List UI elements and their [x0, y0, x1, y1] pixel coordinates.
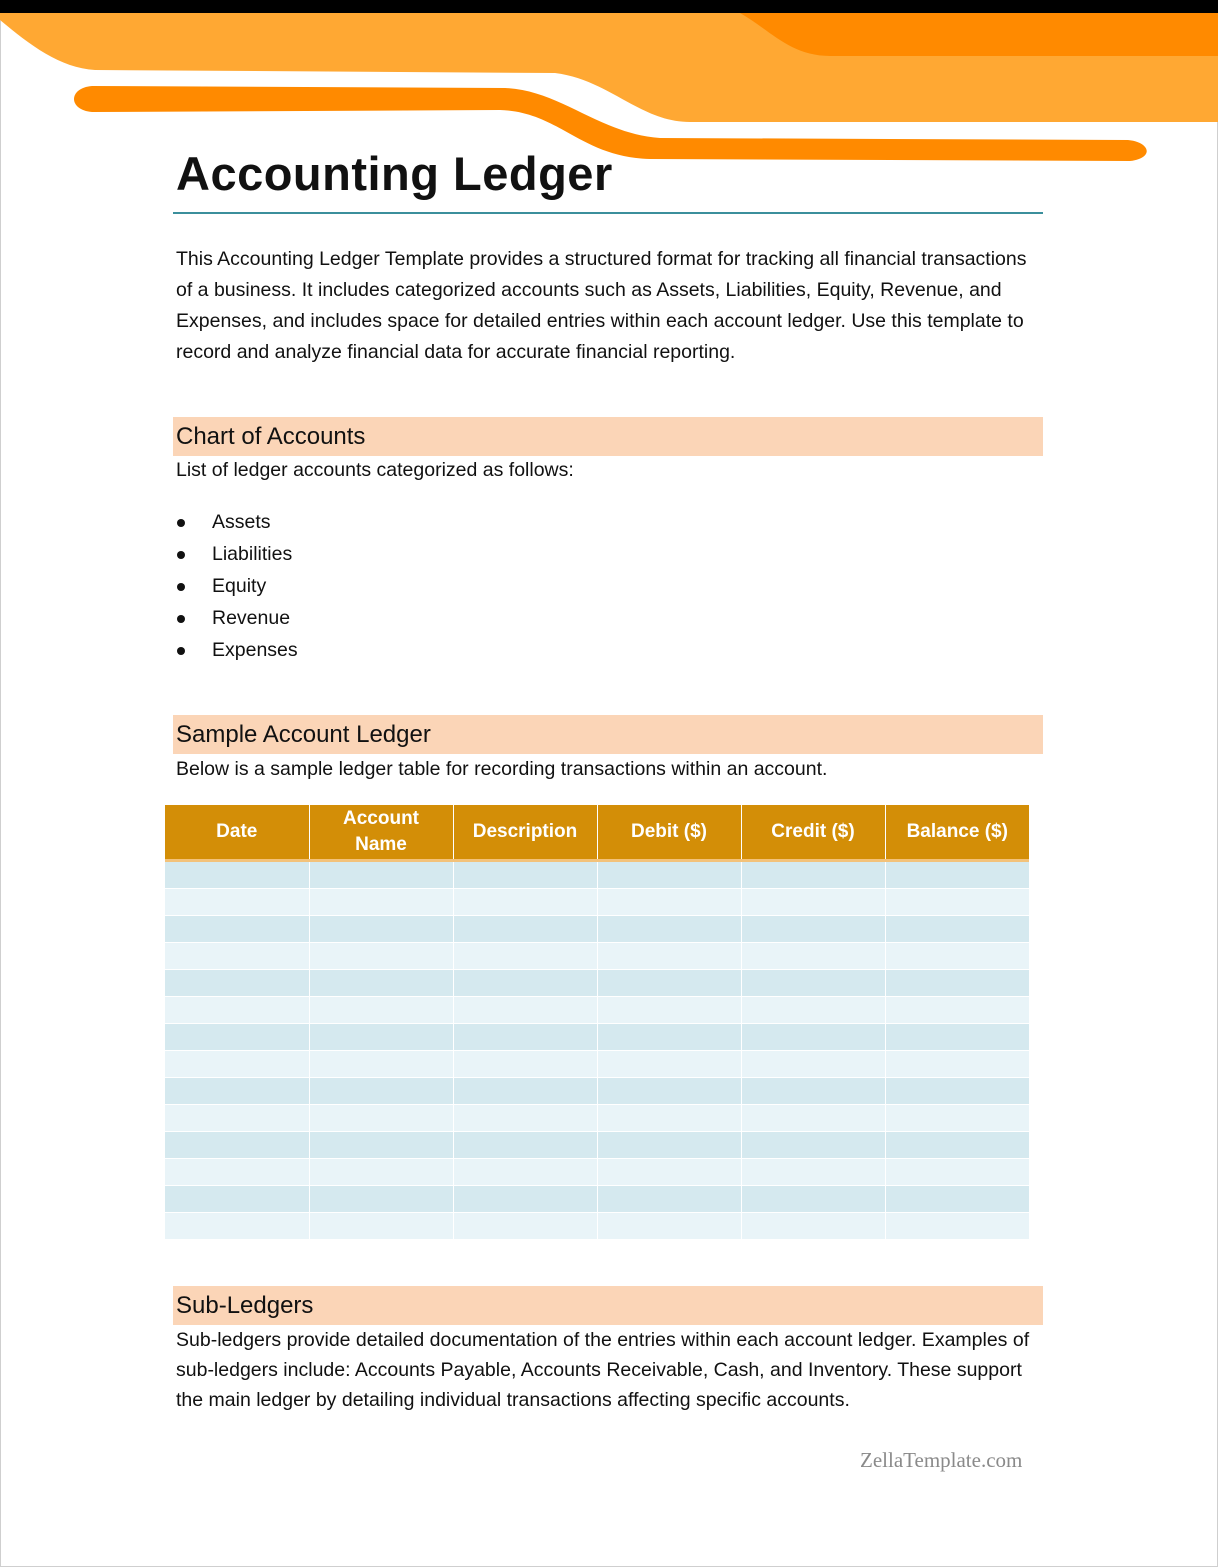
ledger-table — [165, 805, 1029, 1240]
table-row — [165, 1132, 1029, 1159]
table-cell[interactable] — [597, 861, 741, 889]
table-cell[interactable] — [885, 997, 1029, 1024]
table-cell[interactable] — [741, 861, 885, 889]
table-cell[interactable] — [165, 889, 309, 916]
table-cell[interactable] — [165, 1105, 309, 1132]
table-cell[interactable] — [597, 1078, 741, 1105]
list-item — [176, 507, 298, 539]
table-cell[interactable] — [165, 970, 309, 997]
table-cell[interactable] — [885, 1078, 1029, 1105]
table-cell[interactable] — [741, 1024, 885, 1051]
table-cell[interactable] — [885, 916, 1029, 943]
table-cell[interactable] — [597, 1159, 741, 1186]
chart-of-accounts-lead: List of ledger accounts categorized as follows: — [176, 459, 574, 481]
table-cell[interactable] — [741, 1051, 885, 1078]
swoosh-dark-top — [740, 13, 1218, 56]
table-row — [165, 1159, 1029, 1186]
table-cell[interactable] — [885, 889, 1029, 916]
table-cell[interactable] — [597, 1051, 741, 1078]
table-cell[interactable] — [165, 1132, 309, 1159]
list-item — [176, 539, 298, 571]
section-heading-sample-ledger: Sample Account Ledger — [176, 721, 431, 748]
table-cell[interactable] — [309, 1213, 453, 1240]
section-bar-chart-of-accounts — [173, 417, 1043, 456]
table-cell[interactable] — [741, 943, 885, 970]
ledger-body — [165, 861, 1029, 1240]
table-cell[interactable] — [309, 889, 453, 916]
table-cell[interactable] — [741, 1159, 885, 1186]
list-item-label: Equity — [212, 575, 267, 597]
table-row — [165, 970, 1029, 997]
table-cell[interactable] — [453, 1024, 597, 1051]
table-cell[interactable] — [453, 861, 597, 889]
table-cell[interactable] — [309, 1159, 453, 1186]
table-cell[interactable] — [309, 1186, 453, 1213]
sample-ledger-lead: Below is a sample ledger table for recording transactions within an account. — [176, 758, 828, 780]
table-cell[interactable] — [453, 1051, 597, 1078]
bullet-icon — [177, 615, 185, 623]
table-cell[interactable] — [453, 1213, 597, 1240]
table-cell[interactable] — [597, 1024, 741, 1051]
list-item-label: Liabilities — [212, 543, 293, 565]
column-header-account-name: Account Name — [309, 805, 453, 861]
table-row — [165, 861, 1029, 889]
table-cell[interactable] — [741, 889, 885, 916]
table-cell[interactable] — [165, 1159, 309, 1186]
table-row — [165, 889, 1029, 916]
table-cell[interactable] — [453, 916, 597, 943]
header-swoosh-graphic — [0, 0, 1218, 170]
table-cell[interactable] — [741, 916, 885, 943]
table-cell[interactable] — [309, 943, 453, 970]
sub-ledgers-paragraph: Sub-ledgers provide detailed documentation of the entries within each account ledger. Examples of sub-ledgers include: Accounts Payable, Accounts Receivable, Cash, and Inventory. These support the main ledger by detailing individual transactions affecting specific accounts. — [176, 1329, 1030, 1411]
table-cell[interactable] — [885, 1159, 1029, 1186]
table-row — [165, 916, 1029, 943]
section-bar-sub-ledgers — [173, 1286, 1043, 1325]
column-header-description: Description — [453, 805, 597, 861]
table-cell[interactable] — [597, 1213, 741, 1240]
table-cell[interactable] — [309, 997, 453, 1024]
table-cell[interactable] — [597, 916, 741, 943]
table-cell[interactable] — [453, 970, 597, 997]
table-cell[interactable] — [309, 1051, 453, 1078]
table-cell[interactable] — [165, 861, 309, 889]
table-cell[interactable] — [597, 1105, 741, 1132]
account-category-list — [176, 507, 298, 667]
table-cell[interactable] — [165, 1078, 309, 1105]
column-header-debit: Debit ($) — [597, 805, 741, 861]
table-row — [165, 1213, 1029, 1240]
table-cell[interactable] — [885, 970, 1029, 997]
bullet-icon — [177, 583, 185, 591]
intro-paragraph: This Accounting Ledger Template provides a structured format for tracking all financial transactions of a business. It includes categorized accounts such as Assets, Liabilities, Equity, Revenue, and Expenses, and includes space for detailed entries within each account ledger. Use this template to record and analyze financial data for accurate financial reporting. — [176, 248, 1027, 363]
table-cell[interactable] — [741, 1213, 885, 1240]
list-item — [176, 635, 298, 667]
table-cell[interactable] — [885, 1186, 1029, 1213]
table-cell[interactable] — [885, 1051, 1029, 1078]
table-cell[interactable] — [309, 970, 453, 997]
title-divider — [173, 212, 1043, 214]
column-header-date: Date — [165, 805, 309, 861]
table-cell[interactable] — [165, 997, 309, 1024]
table-cell[interactable] — [885, 1024, 1029, 1051]
table-cell[interactable] — [453, 997, 597, 1024]
column-header-balance: Balance ($) — [885, 805, 1029, 861]
list-item — [176, 571, 298, 603]
bullet-icon — [177, 647, 185, 655]
table-cell[interactable] — [165, 1024, 309, 1051]
table-cell[interactable] — [741, 970, 885, 997]
table-cell[interactable] — [885, 861, 1029, 889]
table-cell[interactable] — [453, 1132, 597, 1159]
table-cell[interactable] — [165, 1213, 309, 1240]
table-cell[interactable] — [741, 1105, 885, 1132]
list-item-label: Assets — [212, 511, 271, 533]
table-cell[interactable] — [453, 1186, 597, 1213]
column-header-credit: Credit ($) — [741, 805, 885, 861]
section-bar-sample-ledger — [173, 715, 1043, 754]
table-cell[interactable] — [741, 997, 885, 1024]
table-cell[interactable] — [309, 1078, 453, 1105]
table-cell[interactable] — [165, 1186, 309, 1213]
table-cell[interactable] — [453, 943, 597, 970]
table-cell[interactable] — [453, 1078, 597, 1105]
table-cell[interactable] — [309, 1024, 453, 1051]
table-cell[interactable] — [309, 1132, 453, 1159]
table-cell[interactable] — [309, 916, 453, 943]
table-cell[interactable] — [597, 970, 741, 997]
table-cell[interactable] — [885, 943, 1029, 970]
table-cell[interactable] — [165, 943, 309, 970]
table-cell[interactable] — [597, 1132, 741, 1159]
list-item-label: Revenue — [212, 607, 291, 629]
table-row — [165, 1078, 1029, 1105]
ledger-header-row — [165, 805, 1029, 861]
table-row — [165, 943, 1029, 970]
table-row — [165, 1186, 1029, 1213]
table-cell[interactable] — [453, 889, 597, 916]
table-row — [165, 1024, 1029, 1051]
table-cell[interactable] — [741, 1132, 885, 1159]
table-cell[interactable] — [597, 943, 741, 970]
page-title: Accounting Ledger — [176, 147, 613, 200]
table-cell[interactable] — [597, 1186, 741, 1213]
table-cell[interactable] — [309, 1105, 453, 1132]
table-cell[interactable] — [885, 1132, 1029, 1159]
table-row — [165, 1051, 1029, 1078]
table-cell[interactable] — [885, 1105, 1029, 1132]
table-row — [165, 1105, 1029, 1132]
table-cell[interactable] — [741, 1186, 885, 1213]
list-item — [176, 603, 298, 635]
bullet-icon — [177, 519, 185, 527]
list-item-label: Expenses — [212, 639, 298, 661]
table-cell[interactable] — [165, 1051, 309, 1078]
table-cell[interactable] — [741, 1078, 885, 1105]
footer-brand: ZellaTemplate.com — [860, 1448, 1023, 1472]
table-cell[interactable] — [453, 1159, 597, 1186]
table-cell[interactable] — [309, 861, 453, 889]
table-cell[interactable] — [885, 1213, 1029, 1240]
top-black-band — [0, 0, 1218, 13]
table-cell[interactable] — [597, 997, 741, 1024]
table-cell[interactable] — [165, 916, 309, 943]
bullet-icon — [177, 551, 185, 559]
table-cell[interactable] — [453, 1105, 597, 1132]
table-cell[interactable] — [597, 889, 741, 916]
section-heading-sub-ledgers: Sub-Ledgers — [176, 1292, 314, 1319]
section-heading-chart-of-accounts: Chart of Accounts — [176, 423, 366, 450]
table-row — [165, 997, 1029, 1024]
